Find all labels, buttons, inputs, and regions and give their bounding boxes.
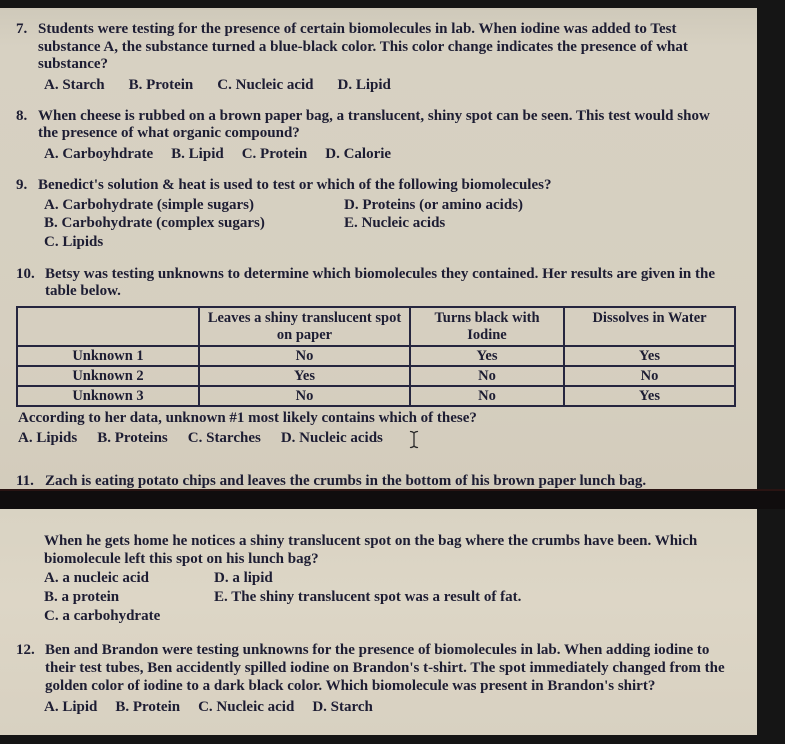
- results-table: [16, 306, 736, 407]
- choice-e: E. Nucleic acids: [344, 215, 446, 232]
- row-label: Unknown 2: [17, 366, 199, 386]
- question-10-choices: [18, 430, 731, 455]
- cell-value: No: [410, 386, 564, 406]
- text-cursor-icon: [408, 430, 420, 455]
- choice-d: D. Nucleic acids: [280, 429, 383, 446]
- cell-value: No: [564, 366, 735, 386]
- table-header-spot: Leaves a shiny translucent spot on paper: [199, 307, 410, 346]
- choice-c: C. Protein: [241, 146, 308, 163]
- question-12: [16, 642, 731, 716]
- question-11-number: 11.: [16, 472, 34, 489]
- question-9-number: 9.: [16, 176, 28, 193]
- choice-a: A. Carbohydrate (simple sugars): [44, 196, 254, 213]
- question-8: [16, 108, 731, 164]
- choice-d: D. Lipid: [337, 77, 391, 94]
- choice-a: A. Carboyhdrate: [44, 146, 154, 163]
- choice-d: D. Calorie: [325, 146, 392, 163]
- choice-d: D. Proteins (or amino acids): [344, 196, 524, 213]
- question-10-followup: According to her data, unknown #1 most likely contains which of these?: [18, 410, 477, 427]
- choice-a: A. Lipid: [44, 698, 98, 715]
- question-8-text: When cheese is rubbed on a brown paper bag, a translucent, shiny spot can be seen. This test would show the presence of what organic compound?: [38, 107, 710, 142]
- question-12-number: 12.: [16, 642, 35, 659]
- choice-d: D. Starch: [312, 698, 373, 715]
- question-9: [16, 177, 731, 253]
- table-header-iodine: Turns black with Iodine: [410, 307, 564, 346]
- choice-a: A. a nucleic acid: [44, 570, 149, 587]
- cell-value: No: [410, 366, 564, 386]
- question-8-choices: [44, 146, 731, 164]
- question-8-number: 8.: [16, 107, 28, 124]
- page-break-divider: [0, 489, 785, 509]
- choice-c: C. Starches: [187, 429, 261, 446]
- question-7: [16, 21, 731, 95]
- question-7-text: Students were testing for the presence of certain biomolecules in lab. When iodine was added to Test substance A, the substance turned a blue-black color. This color change indicates the presence of what substance?: [38, 21, 688, 73]
- choice-c: C. a carbohydrate: [44, 607, 161, 624]
- choice-c: C. Nucleic acid: [217, 77, 314, 94]
- cell-value: No: [199, 346, 410, 366]
- question-11: [16, 473, 731, 491]
- cell-value: No: [199, 386, 410, 406]
- choice-b: B. Carbohydrate (complex sugars): [44, 215, 265, 232]
- choice-b: B. a protein: [44, 589, 120, 606]
- cell-value: Yes: [564, 346, 735, 366]
- question-12-choices: [44, 699, 731, 717]
- question-10-text: Betsy was testing unknowns to determine which biomolecules they contained. Her results are given in the table below.: [45, 265, 715, 300]
- choices-left-column: [44, 197, 344, 253]
- choice-c: C. Lipids: [44, 233, 104, 250]
- cell-value: Yes: [410, 346, 564, 366]
- choice-e: E. The shiny translucent spot was a result of fat.: [214, 589, 522, 606]
- table-header-water: Dissolves in Water: [564, 307, 735, 346]
- row-label: Unknown 1: [17, 346, 199, 366]
- choice-a: A. Starch: [44, 77, 105, 94]
- cell-value: Yes: [564, 386, 735, 406]
- row-label: Unknown 3: [17, 386, 199, 406]
- question-10: [16, 266, 731, 455]
- question-7-number: 7.: [16, 21, 28, 37]
- choice-b: B. Protein: [115, 698, 181, 715]
- cell-value: Yes: [199, 366, 410, 386]
- worksheet-page-2: [0, 509, 757, 735]
- choice-b: B. Proteins: [97, 429, 168, 446]
- choice-b: B. Lipid: [171, 146, 224, 163]
- question-10-number: 10.: [16, 265, 35, 282]
- table-row: [17, 386, 735, 406]
- choices-left-column: [44, 570, 214, 626]
- question-9-text: Benedict's solution & heat is used to test or which of the following biomolecules?: [38, 176, 552, 193]
- choices-right-column: [214, 570, 521, 626]
- table-corner-cell: [17, 307, 199, 346]
- choices-right-column: [344, 197, 523, 253]
- question-7-choices: [44, 77, 731, 95]
- table-row: [17, 346, 735, 366]
- question-11-choices: [44, 570, 731, 626]
- question-11-text-part2: When he gets home he notices a shiny translucent spot on the bag where the crumbs have been. Which biomolecule left this spot on his lunch bag?: [44, 533, 698, 567]
- table-row: [17, 366, 735, 386]
- choice-a: A. Lipids: [18, 429, 78, 446]
- question-11-continued: [16, 533, 731, 626]
- choice-c: C. Nucleic acid: [198, 698, 295, 715]
- worksheet-page-1: [0, 8, 757, 489]
- question-9-choices: [44, 197, 731, 253]
- question-12-text: Ben and Brandon were testing unknowns for the presence of biomolecules in lab. When adding iodine to their test tubes, Ben accidently spilled iodine on Brandon's t-shirt. The spot immediately changed from the golden color of iodine to a dark black color. Which biomolecule was present in Brandon's shirt?: [45, 642, 725, 694]
- choice-d: D. a lipid: [214, 570, 273, 587]
- question-11-text-part1: Zach is eating potato chips and leaves the crumbs in the bottom of his brown paper lunch bag.: [45, 472, 647, 489]
- table-header-row: [17, 307, 735, 346]
- choice-b: B. Protein: [128, 77, 194, 94]
